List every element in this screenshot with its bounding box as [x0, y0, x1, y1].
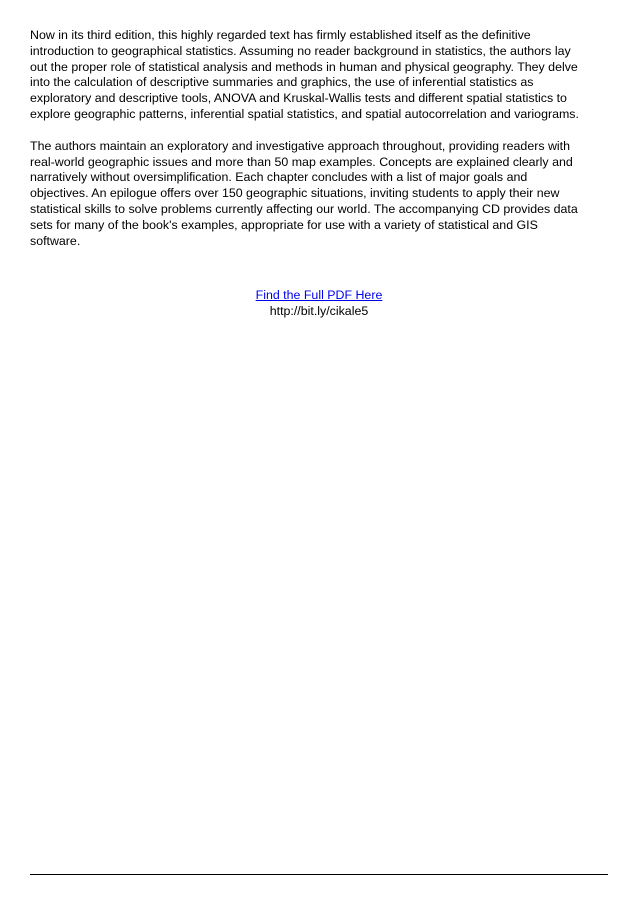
- full-pdf-link[interactable]: Find the Full PDF Here: [255, 288, 383, 302]
- description-body: [30, 28, 610, 249]
- short-url-text: http://bit.ly/cikale5: [269, 304, 369, 318]
- download-section: [0, 287, 638, 319]
- footer-divider: [30, 874, 608, 875]
- description-paragraph-2: The authors maintain an exploratory and investigative approach throughout, providing readers with real-world geographic issues and more than 50 map examples. Concepts are explained clearly and narratively without oversimplification. Each chapter concludes with a list of major goals and objectives. An epilogue offers over 150 geographic situations, inviting students to apply their new statistical skills to solve problems currently affecting our world. The accompanying CD provides data sets for many of the book's examples, appropriate for use with a variety of statistical and GIS software.: [30, 138, 578, 248]
- description-paragraph-1: Now in its third edition, this highly regarded text has firmly established itself as the definitive introduction to geographical statistics. Assuming no reader background in statistics, the authors lay out the proper role of statistical analysis and methods in human and physical geography. They delve into the calculation of descriptive summaries and graphics, the use of inferential statistics as exploratory and descriptive tools, ANOVA and Kruskal-Wallis tests and different spatial statistics to explore geographic patterns, inferential spatial statistics, and spatial autocorrelation and variograms.: [30, 28, 579, 121]
